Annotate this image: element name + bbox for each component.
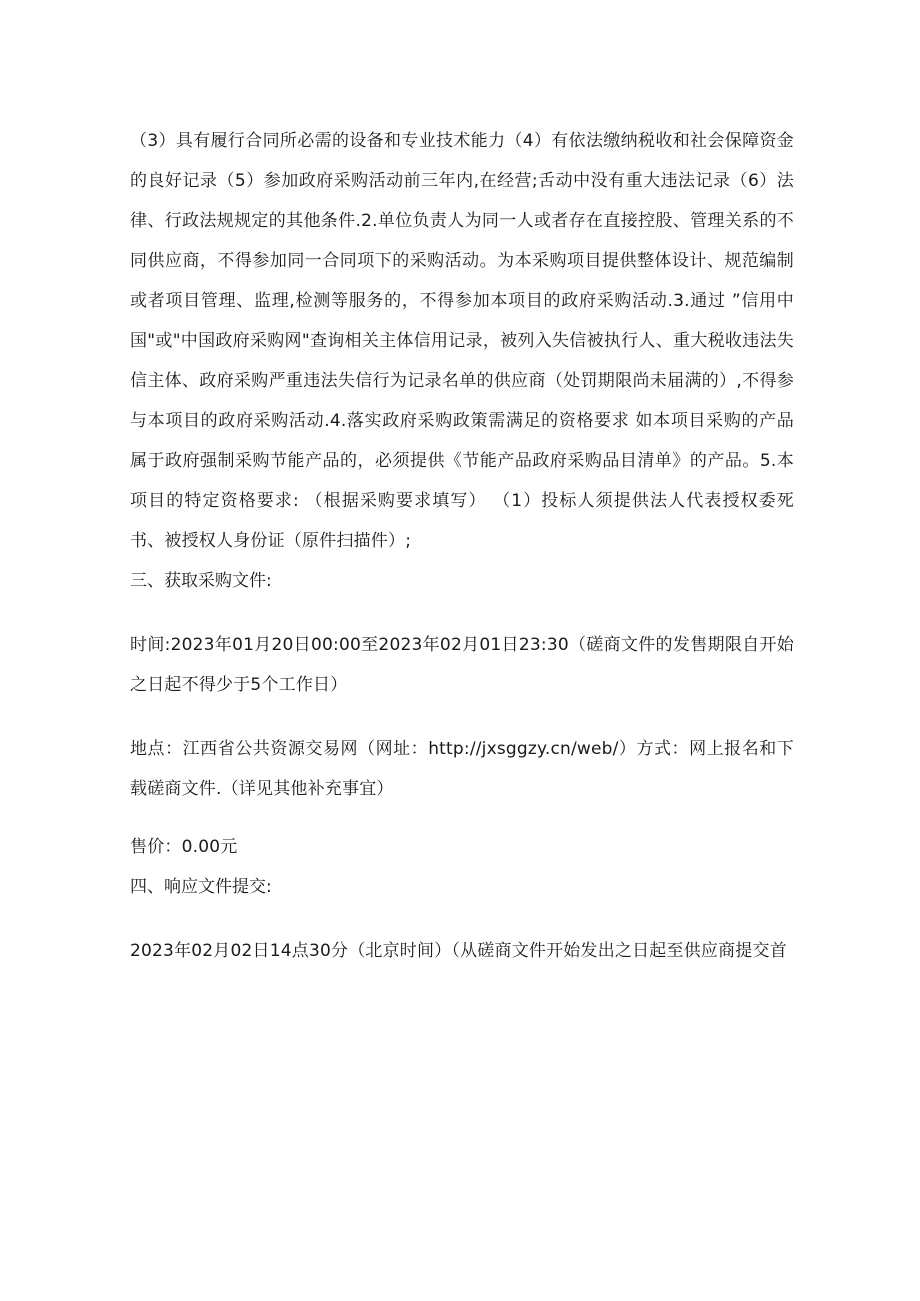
time-paragraph: 时间:2023年01月20日00:00至2023年02月01日23:30（磋商文件的发售期限自开始之日起不得少于5个工作日） <box>130 635 794 695</box>
location-paragraph: 地点：江西省公共资源交易网（网址：http://jxsggzy.cn/web/）方式：网上报名和下载磋商文件.（详见其他补充事宜） <box>130 739 794 799</box>
section-4-heading: 四、响应文件提交: <box>130 877 272 897</box>
price-paragraph: 售价：0.00元 <box>130 837 238 857</box>
section-3-heading: 三、获取采购文件: <box>130 571 272 591</box>
document-body <box>130 121 794 971</box>
qualification-paragraph: （3）具有履行合同所必需的设备和专业技术能力（4）有依法缴纳税收和社会保障资金的良好记录（5）参加政府采购活动前三年内,在经营;舌动中没有重大违法记录（6）法律、行政法规规定的其他条件.2.单位负责人为同一人或者存在直接控股、管理关系的不同供应商，不得参加同一合同项下的采购活动。为本采购项目提供整体设计、规范编制或者项目管理、监理,检测等服务的，不得参加本项目的政府采购活动.3.通过 ”信用中国"或"中国政府采购网"查询相关主体信用记录，被列入失信被执行人、重大税收违法失信主体、政府采购严重违法失信行为记录名单的供应商（处罚期限尚未届满的）,不得参与本项目的政府采购活动.4.落实政府采购政策需满足的资格要求 如本项目采购的产品属于政府强制采购节能产品的，必须提供《节能产品政府采购品目清单》的产品。5.本项目的特定资格要求: （根据采购要求填写） （1）投标人须提供法人代表授权委死书、被授权人身份证（原件扫描件）; <box>130 131 794 551</box>
submission-paragraph: 2023年02月02日14点30分（北京时间）（从磋商文件开始发出之日起至供应商提交首 <box>130 941 787 961</box>
